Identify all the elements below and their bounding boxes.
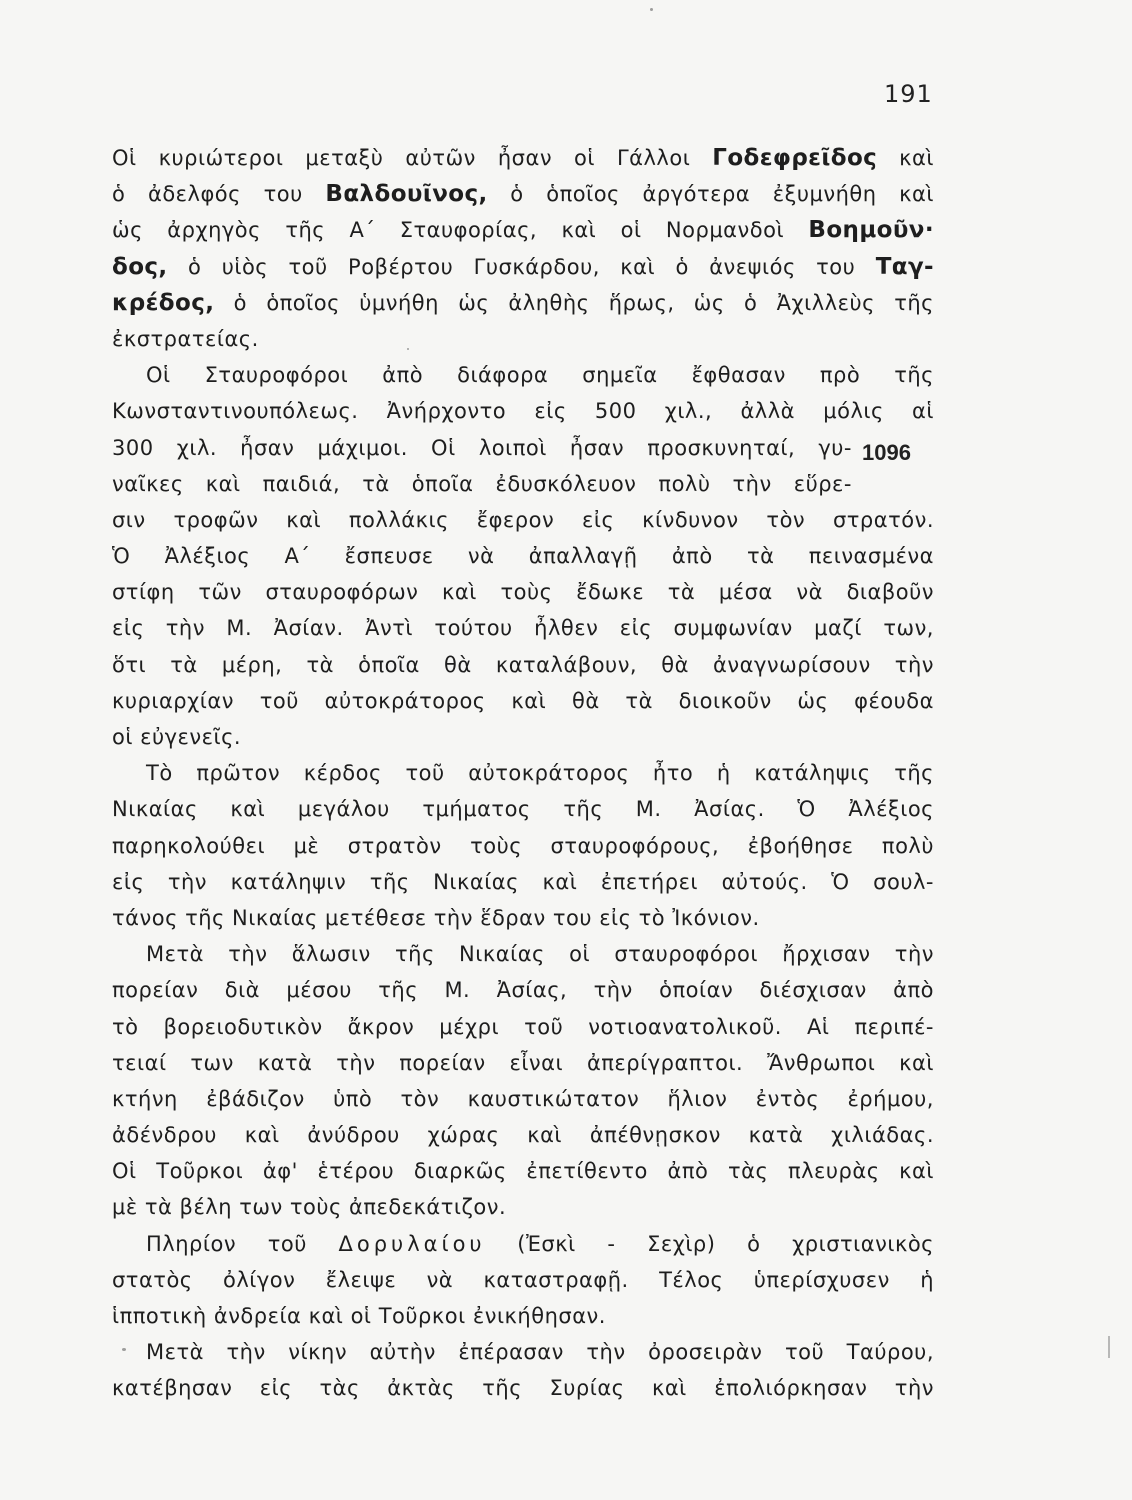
text-line xyxy=(112,285,934,321)
proper-name-bohemond: Βοημοῦν· xyxy=(808,217,934,244)
text-line xyxy=(112,719,934,755)
proper-name-baldwin: Βαλδουῖνος, xyxy=(325,181,488,208)
text-line xyxy=(112,249,934,285)
margin-year: 1096 xyxy=(862,440,911,465)
text-line xyxy=(112,900,934,936)
text-segment: στατὸς ὀλίγον ἔλειψε νὰ καταστραφῇ. Τέλος ὑπερίσχυσεν ἡ xyxy=(112,1267,934,1292)
text-line xyxy=(112,1226,934,1262)
text-line xyxy=(112,140,934,176)
scan-speck xyxy=(122,1348,126,1351)
body-text xyxy=(112,140,934,1407)
text-segment: μὲ τὰ βέλη των τοὺς ἀπεδεκάτιζον. xyxy=(112,1195,507,1220)
text-segment: παρηκολούθει μὲ στρατὸν τοὺς σταυροφόρους, ἐβοήθησε πολὺ xyxy=(112,833,934,858)
text-segment: Μετὰ τὴν νίκην αὐτὴν ἐπέρασαν τὴν ὀροσειρὰν τοῦ Ταύρου, xyxy=(146,1340,934,1365)
text-segment: κατέβησαν εἰς τὰς ἀκτὰς τῆς Συρίας καὶ ἐπολιόρκησαν τὴν xyxy=(112,1376,934,1401)
text-line xyxy=(112,1370,934,1406)
text-segment: ὁ υἱὸς τοῦ Ροβέρτου Γυσκάρδου, καὶ ὁ ἀνεψιός του xyxy=(167,254,876,279)
text-line xyxy=(112,610,934,646)
text-segment: Τὸ πρῶτον κέρδος τοῦ αὐτοκράτορος ἦτο ἡ κατάληψις τῆς xyxy=(146,761,934,786)
place-name-dorylaeum: Δορυλαίου xyxy=(338,1231,486,1256)
text-line xyxy=(112,864,934,900)
text-segment: οἱ εὐγενεῖς. xyxy=(112,725,242,749)
text-segment: Κωνσταντινουπόλεως. Ἀνήρχοντο εἰς 500 χιλ., ἀλλὰ μόλις αἱ xyxy=(112,399,934,424)
text-line xyxy=(112,574,934,610)
text-line xyxy=(112,755,934,791)
proper-name-bohemond-cont: δος, xyxy=(112,253,168,280)
text-segment: Ὁ Ἀλέξιος Α΄ ἔσπευσε νὰ ἀπαλλαγῇ ἀπὸ τὰ πεινασμένα xyxy=(112,544,934,569)
text-segment: Οἱ κυριώτεροι μεταξὺ αὐτῶν ἦσαν οἱ Γάλλοι xyxy=(112,146,713,170)
text-line xyxy=(112,502,934,538)
text-line xyxy=(112,176,934,212)
text-segment: ἱπποτικὴ ἀνδρεία καὶ οἱ Τοῦρκοι ἐνικήθησαν. xyxy=(112,1304,606,1328)
text-line xyxy=(112,1009,934,1045)
text-line xyxy=(112,1262,934,1298)
text-line xyxy=(112,1334,934,1370)
scan-edge-mark xyxy=(1108,1336,1110,1358)
text-line xyxy=(112,828,934,864)
text-segment: ὅτι τὰ μέρη, τὰ ὁποῖα θὰ καταλάβουν, θὰ ἀναγνωρίσουν τὴν xyxy=(112,652,934,677)
text-segment: ὁ ὁποῖος ὑμνήθη ὡς ἀληθὴς ἥρως, ὡς ὁ Ἀχιλλεὺς τῆς xyxy=(214,290,934,315)
page-number: 191 xyxy=(884,80,933,108)
text-line xyxy=(112,466,852,502)
text-line xyxy=(112,1045,934,1081)
text-line xyxy=(112,791,934,827)
text-line xyxy=(112,936,934,972)
text-line xyxy=(112,647,934,683)
text-line xyxy=(112,1081,934,1117)
text-segment: στίφη τῶν σταυροφόρων καὶ τοὺς ἔδωκε τὰ μέσα νὰ διαβοῦν xyxy=(112,580,934,605)
text-line xyxy=(112,430,852,466)
text-segment: Οἱ Τοῦρκοι ἀφ' ἑτέρου διαρκῶς ἐπετίθεντο ἀπὸ τὰς πλευρὰς καὶ xyxy=(112,1159,934,1184)
proper-name-tancred-cont: κρέδος, xyxy=(112,289,215,316)
text-segment: κυριαρχίαν τοῦ αὐτοκράτορος καὶ θὰ τὰ διοικοῦν ὡς φέουδα xyxy=(112,688,934,713)
text-segment: εἰς τὴν Μ. Ἀσίαν. Ἀντὶ τούτου ἦλθεν εἰς συμφωνίαν μαζί των, xyxy=(112,616,934,641)
text-segment: Πληρίον τοῦ xyxy=(146,1231,339,1256)
proper-name-godfrey: Γοδεφρεῖδος xyxy=(712,145,878,171)
proper-name-tancred: Ταγ- xyxy=(875,253,934,280)
text-segment: ἐκστρατείας. xyxy=(112,326,259,351)
text-segment: ὁ ἀδελφός του xyxy=(112,182,326,207)
text-segment: πορείαν διὰ μέσου τῆς Μ. Ἀσίας, τὴν ὁποίαν διέσχισαν ἀπὸ xyxy=(112,978,934,1003)
text-segment: Μετὰ τὴν ἅλωσιν τῆς Νικαίας οἱ σταυροφόροι ἤρχισαν τὴν xyxy=(146,942,934,967)
text-segment: τάνος τῆς Νικαίας μετέθεσε τὴν ἕδραν του εἰς τὸ Ἰκόνιον. xyxy=(112,905,760,930)
text-segment: (Ἐσκὶ - Σεχὶρ) ὁ χριστιανικὸς xyxy=(485,1231,934,1256)
scan-speck xyxy=(650,8,653,11)
text-line xyxy=(112,321,934,357)
text-line xyxy=(112,393,934,429)
text-segment: τὸ βορειοδυτικὸν ἄκρον μέχρι τοῦ νοτιοανατολικοῦ. Αἱ περιπέ- xyxy=(112,1014,934,1039)
text-segment: ἀδένδρου καὶ ἀνύδρου χώρας καὶ ἀπέθνῃσκον κατὰ χιλιάδας. xyxy=(112,1123,934,1148)
text-line xyxy=(112,972,934,1008)
text-segment: εἰς τὴν κατάληψιν τῆς Νικαίας καὶ ἐπετήρει αὐτούς. Ὁ σουλ- xyxy=(112,869,934,894)
text-segment: καὶ xyxy=(877,146,934,170)
text-segment: κτήνη ἐβάδιζον ὑπὸ τὸν καυστικώτατον ἥλιον ἐντὸς ἐρήμου, xyxy=(112,1086,934,1111)
text-line xyxy=(112,683,934,719)
text-segment: σιν τροφῶν καὶ πολλάκις ἔφερον εἰς κίνδυνον τὸν στρατόν. xyxy=(112,507,934,532)
text-segment: ὁ ὁποῖος ἀργότερα ἐξυμνήθη καὶ xyxy=(487,182,934,207)
text-line xyxy=(112,538,934,574)
text-line xyxy=(112,357,934,393)
text-segment: ναῖκες καὶ παιδιά, τὰ ὁποῖα ἐδυσκόλευον πολὺ τὴν εὕρε- xyxy=(112,471,852,496)
text-segment: ὡς ἀρχηγὸς τῆς Α΄ Σταυφορίας, καὶ οἱ Νορμανδοὶ xyxy=(112,218,809,243)
text-segment: τειαί των κατὰ τὴν πορείαν εἶναι ἀπερίγραπτοι. Ἄνθρωποι καὶ xyxy=(112,1050,934,1075)
text-line xyxy=(112,1117,934,1153)
text-line xyxy=(112,1189,934,1225)
text-segment: Οἱ Σταυροφόροι ἀπὸ διάφορα σημεῖα ἔφθασαν πρὸ τῆς xyxy=(146,363,934,388)
scan-speck xyxy=(407,348,409,350)
text-line xyxy=(112,212,934,248)
text-line xyxy=(112,1153,934,1189)
text-segment: 300 χιλ. ἦσαν μάχιμοι. Οἱ λοιποὶ ἦσαν προσκυνηταί, γυ- xyxy=(112,435,852,460)
text-line xyxy=(112,1298,934,1334)
text-segment: Νικαίας καὶ μεγάλου τμήματος τῆς Μ. Ἀσίας. Ὁ Ἀλέξιος xyxy=(112,797,934,822)
